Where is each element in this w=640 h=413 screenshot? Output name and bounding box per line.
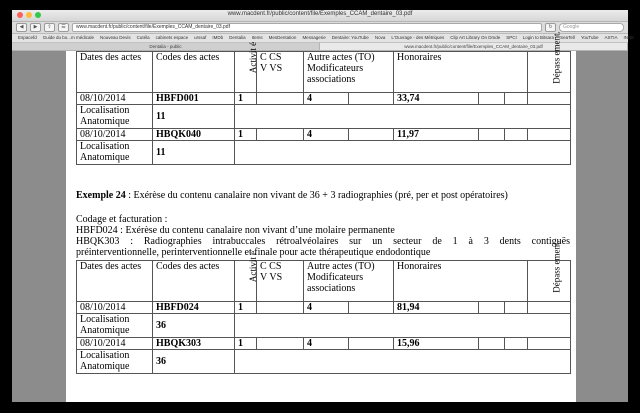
cell-date: 08/10/2014: [77, 302, 153, 314]
bookmark-item[interactable]: Messagerie: [302, 35, 326, 40]
codage-label: Codage et facturation :: [76, 214, 168, 225]
header-codes: Codes des actes: [153, 52, 235, 93]
header-cc: C CS V VS: [257, 52, 304, 93]
back-button[interactable]: ◀: [16, 23, 27, 32]
example-24-title: Exemple 24 : Exérèse du contenu canalaire non vivant de 36 + 3 radiographies (pré, per et post opératoires): [76, 190, 508, 201]
table-row: [77, 141, 571, 165]
cell-honoraires: 81,94: [394, 302, 479, 314]
cell-code: HBQK303: [153, 338, 235, 350]
bookmark-item[interactable]: Nouveau Devis: [100, 35, 131, 40]
cell-tooth: 36: [153, 314, 235, 338]
cell-empty: [257, 338, 304, 350]
bookmark-item[interactable]: Nova: [374, 35, 386, 40]
table-header-row: [77, 261, 571, 302]
cell-honoraires: 33,74: [394, 93, 479, 105]
header-codes: Codes des actes: [153, 261, 235, 302]
cell-phase: 4: [304, 93, 349, 105]
cell-empty: [235, 105, 571, 129]
bookmark-item[interactable]: Clip Art Library On Dmde: [450, 35, 501, 40]
window-title: www.macdent.fr/public/content/file/Exemples_CCAM_dentaire_03.pdf: [227, 11, 413, 17]
cell-activite: 1: [235, 338, 257, 350]
cell-empty: [505, 93, 528, 105]
tab-bar: [12, 43, 628, 51]
table-header-row: [77, 52, 571, 93]
cell-empty: [528, 338, 571, 350]
cell-date: 08/10/2014: [77, 93, 153, 105]
cell-phase: 4: [304, 302, 349, 314]
bookmark-item[interactable]: SPCI: [506, 35, 517, 40]
cell-phase: 4: [304, 338, 349, 350]
cell-empty: [505, 302, 528, 314]
header-autre-actes: Autre actes (TO) Modificateurs associations: [304, 261, 394, 302]
cell-empty: [479, 129, 505, 141]
header-autre-actes: Autre actes (TO) Modificateurs associations: [304, 52, 394, 93]
cell-localisation: Localisation Anatomique: [77, 105, 153, 129]
cell-phase: 4: [304, 129, 349, 141]
table-row: [77, 105, 571, 129]
bookmark-item[interactable]: Dentaire: YouTube: [331, 35, 369, 40]
share-icon[interactable]: ⇧: [44, 23, 55, 32]
bookmark-item[interactable]: Espacefd: [18, 35, 37, 40]
header-dates: Dates des actes: [77, 261, 153, 302]
bookmark-item[interactable]: INNE: [623, 35, 635, 40]
code-description-3: préinterventionnelle, perinterventionnelle et finale pour acte thérapeutique endodontique: [76, 247, 431, 258]
cell-code: HBFD024: [153, 302, 235, 314]
cell-empty: [505, 338, 528, 350]
bookmark-item[interactable]: YouTube: [580, 35, 599, 40]
bookmark-item[interactable]: cabinets espace: [155, 35, 189, 40]
title-bar: [12, 10, 628, 22]
cell-empty: [349, 338, 394, 350]
cell-activite: 1: [235, 302, 257, 314]
cell-empty: [479, 302, 505, 314]
cell-code: HBQK040: [153, 129, 235, 141]
cell-activite: 1: [235, 93, 257, 105]
toolbar: [12, 22, 628, 34]
cell-empty: [528, 302, 571, 314]
browser-window: [12, 10, 635, 402]
header-dates: Dates des actes: [77, 52, 153, 93]
header-cc: C CS V VS: [257, 261, 304, 302]
table-row: [77, 350, 571, 374]
header-activite: Activit é: [235, 261, 257, 302]
header-depassement: Dépass ement.: [528, 261, 571, 302]
cell-localisation: Localisation Anatomique: [77, 350, 153, 374]
bookmark-item[interactable]: L'Ouvrage - des Métriques: [391, 35, 445, 40]
table-row: [77, 302, 571, 314]
cell-date: 08/10/2014: [77, 129, 153, 141]
header-honoraires: Honoraires: [394, 261, 528, 302]
code-description-2: HBQK303 : Radiographies intrabuccales rétroalvéolaires sur un secteur de 1 à 3 dents contiguës: [76, 236, 570, 247]
cell-empty: [257, 302, 304, 314]
search-input[interactable]: Google: [559, 23, 624, 32]
cell-empty: [349, 129, 394, 141]
cell-localisation: Localisation Anatomique: [77, 141, 153, 165]
cell-empty: [235, 314, 571, 338]
bookmark-item[interactable]: MesDentation: [268, 35, 297, 40]
bookmark-item[interactable]: Dentalia: [229, 35, 246, 40]
forward-button[interactable]: ▶: [30, 23, 41, 32]
cell-activite: 1: [235, 129, 257, 141]
cell-tooth: 36: [153, 350, 235, 374]
cell-code: HBFD001: [153, 93, 235, 105]
cell-empty: [349, 93, 394, 105]
bookmark-item[interactable]: SeaTell: [560, 35, 575, 40]
cell-empty: [479, 93, 505, 105]
cell-empty: [257, 93, 304, 105]
bookmark-item[interactable]: Guide du bo...m médicale: [42, 35, 95, 40]
table-row: [77, 93, 571, 105]
cell-honoraires: 11,97: [394, 129, 479, 141]
address-bar[interactable]: www.macdent.fr/public/content/file/Exemples_CCAM_dentaire_03.pdf: [72, 23, 542, 32]
table-row: [77, 338, 571, 350]
cell-empty: [479, 338, 505, 350]
cell-empty: [349, 302, 394, 314]
bookmark-item[interactable]: Login to Bitsara: [522, 35, 555, 40]
table-row: [77, 129, 571, 141]
cell-tooth: 11: [153, 141, 235, 165]
bookmark-item[interactable]: Cutéla: [136, 35, 150, 40]
bookmark-item[interactable]: Items: [251, 35, 263, 40]
table-row: [77, 314, 571, 338]
header-honoraires: Honoraires: [394, 52, 528, 93]
cell-empty: [235, 141, 571, 165]
cell-honoraires: 15,96: [394, 338, 479, 350]
cell-empty: [528, 129, 571, 141]
code-description-1: HBFD024 : Exérèse du contenu canalaire non vivant d’une molaire permanente: [76, 225, 395, 236]
cell-localisation: Localisation Anatomique: [77, 314, 153, 338]
cell-empty: [505, 129, 528, 141]
bookmarks-bar: [12, 34, 635, 43]
bookmark-item[interactable]: urssaf: [194, 35, 207, 40]
header-depassement: Dépass ement.: [528, 52, 571, 93]
header-activite: Activit é: [235, 52, 257, 93]
bookmarks-icon[interactable]: ☰: [58, 23, 69, 32]
bookmark-item[interactable]: IMDb: [212, 35, 224, 40]
bookmark-item[interactable]: ASTIA: [604, 35, 618, 40]
cell-date: 08/10/2014: [77, 338, 153, 350]
browser-tab[interactable]: Dentalia - public: [12, 43, 320, 50]
cell-empty: [257, 129, 304, 141]
cell-empty: [235, 350, 571, 374]
cell-tooth: 11: [153, 105, 235, 129]
reload-icon[interactable]: ↻: [545, 23, 556, 32]
cell-empty: [528, 93, 571, 105]
browser-tab[interactable]: www.macdent.fr/public/content/file/Exemples_CCAM_dentaire_03.pdf: [320, 43, 628, 50]
